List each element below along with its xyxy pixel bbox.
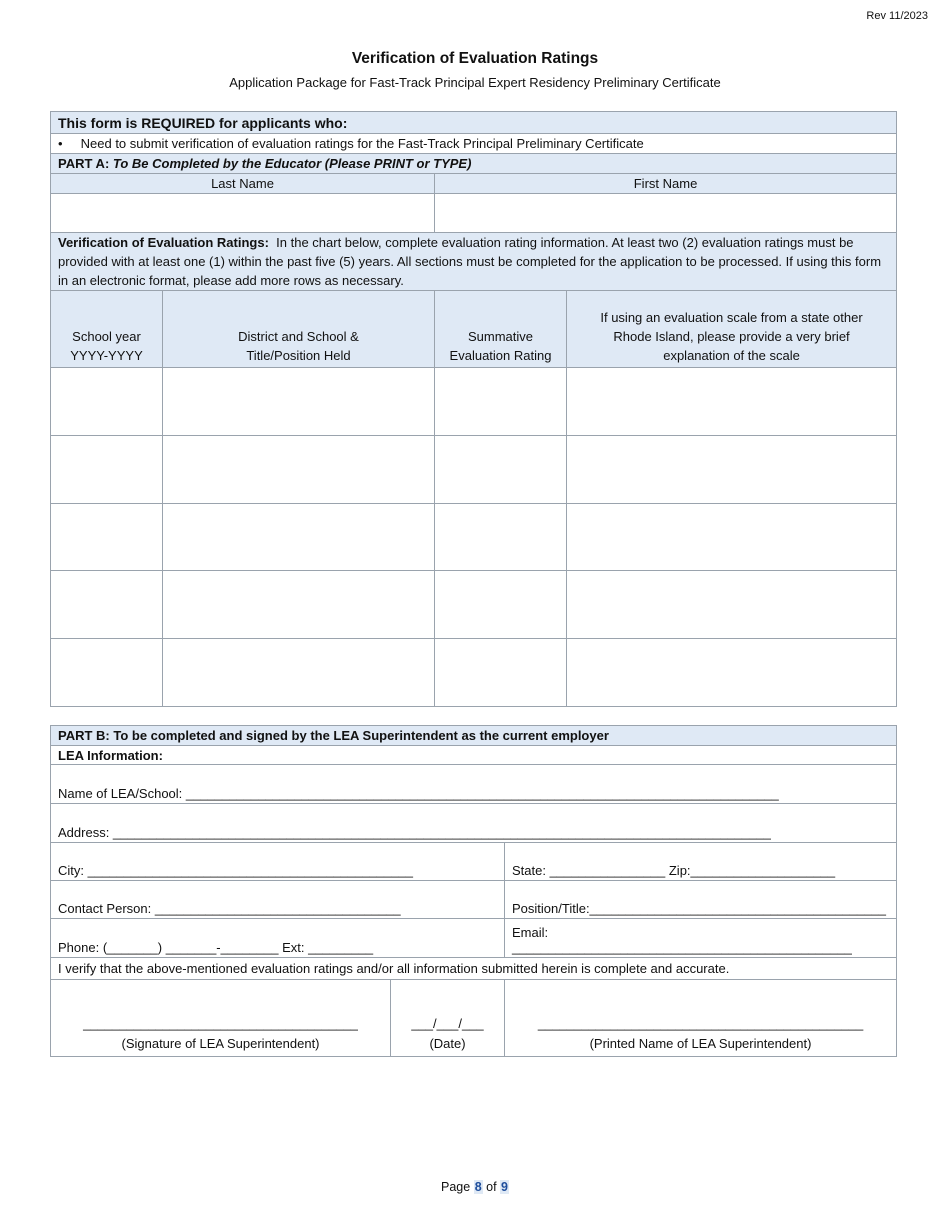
last-name-field[interactable]	[51, 194, 435, 233]
school-year-cell[interactable]	[51, 504, 163, 571]
page-title: Verification of Evaluation Ratings	[351, 50, 599, 67]
total-pages: 9	[501, 1180, 508, 1194]
page-number	[0, 1180, 950, 1194]
scale-cell[interactable]	[567, 571, 897, 639]
signature-label: (Signature of LEA Superintendent)	[121, 1036, 320, 1051]
district-cell[interactable]	[163, 504, 435, 571]
district-cell[interactable]	[163, 368, 435, 436]
printed-name-label: (Printed Name of LEA Superintendent)	[589, 1036, 812, 1051]
scale-cell[interactable]	[567, 639, 897, 707]
verification-statement: I verify that the above-mentioned evaluation ratings and/or all information submitted herein is complete and accurate.	[51, 958, 897, 980]
rating-cell[interactable]	[435, 639, 567, 707]
current-page: 8	[474, 1180, 482, 1194]
verification-text: In the chart below, complete evaluation rating information. At least two (2) evaluation ratings must be provided with at least one (1) within the past five (5) years. All sections must be completed for the application to be processed. If using this form in an electronic format, please add more rows as necessary.	[58, 235, 882, 288]
rating-row	[51, 504, 897, 571]
position-title-field[interactable]: Position/Title:_________________________________________	[505, 881, 897, 919]
school-year-cell[interactable]	[51, 571, 163, 639]
rating-cell[interactable]	[435, 571, 567, 639]
last-name-label: Last Name	[51, 174, 435, 194]
phone-field[interactable]: Phone: (_______) _______-________ Ext: _________	[51, 919, 505, 958]
scale-cell[interactable]	[567, 504, 897, 571]
part-a-instructions: To Be Completed by the Educator (Please PRINT or TYPE)	[112, 156, 472, 171]
date-label: (Date)	[429, 1036, 466, 1051]
date-line: ___/___/___	[411, 1016, 484, 1031]
signature-line: ______________________________________	[83, 1016, 358, 1031]
part-a-label	[51, 154, 897, 174]
rating-cell[interactable]	[435, 436, 567, 504]
part-b-table	[50, 725, 897, 1057]
first-name-label: First Name	[435, 174, 897, 194]
rating-cell[interactable]	[435, 368, 567, 436]
address-field[interactable]: Address: ___________________________________________________________________________________________	[51, 804, 897, 843]
lea-name-field[interactable]: Name of LEA/School: __________________________________________________________________________________	[51, 765, 897, 804]
part-a-table	[50, 111, 897, 707]
revision-date: Rev 11/2023	[866, 10, 928, 22]
printed-name-block[interactable]	[505, 980, 897, 1057]
of-word: of	[486, 1180, 497, 1194]
school-year-cell[interactable]	[51, 436, 163, 504]
email-field[interactable]: Email: _______________________________________________	[505, 919, 897, 958]
required-bullet: • Need to submit verification of evaluation ratings for the Fast-Track Principal Preliminary Certificate	[51, 134, 897, 154]
page-word: Page	[441, 1180, 471, 1194]
first-name-field[interactable]	[435, 194, 897, 233]
school-year-cell[interactable]	[51, 368, 163, 436]
signature-block[interactable]	[51, 980, 391, 1057]
lea-info-label: LEA Information:	[51, 746, 897, 765]
city-field[interactable]: City: _____________________________________________	[51, 843, 505, 881]
rating-row	[51, 368, 897, 436]
contact-person-field[interactable]: Contact Person: __________________________________	[51, 881, 505, 919]
verification-heading: Verification of Evaluation Ratings:	[58, 235, 269, 250]
rating-row	[51, 639, 897, 707]
district-header: District and School & Title/Position Held	[163, 291, 435, 368]
district-cell[interactable]	[163, 436, 435, 504]
school-year-header: School year YYYY-YYYY	[51, 291, 163, 368]
date-block[interactable]	[391, 980, 505, 1057]
required-heading: This form is REQUIRED for applicants who:	[51, 112, 897, 134]
rating-row	[51, 571, 897, 639]
state-zip-field[interactable]: State: ________________ Zip:____________________	[505, 843, 897, 881]
rating-cell[interactable]	[435, 504, 567, 571]
part-b-heading: PART B: To be completed and signed by the LEA Superintendent as the current employer	[51, 726, 897, 746]
school-year-cell[interactable]	[51, 639, 163, 707]
required-bullet-text: Need to submit verification of evaluation ratings for the Fast-Track Principal Preliminary Certificate	[80, 136, 644, 151]
district-cell[interactable]	[163, 571, 435, 639]
scale-cell[interactable]	[567, 436, 897, 504]
scale-cell[interactable]	[567, 368, 897, 436]
part-a-title: PART A:	[58, 156, 110, 171]
verification-instructions	[51, 233, 897, 291]
printed-name-line: _____________________________________________	[537, 1016, 864, 1031]
rating-header: Summative Evaluation Rating	[435, 291, 567, 368]
district-cell[interactable]	[163, 639, 435, 707]
scale-header: If using an evaluation scale from a state other Rhode Island, please provide a very brief explanation of the scale	[567, 291, 897, 368]
rating-row	[51, 436, 897, 504]
page-subtitle: Application Package for Fast-Track Principal Expert Residency Preliminary Certificate	[229, 75, 721, 90]
